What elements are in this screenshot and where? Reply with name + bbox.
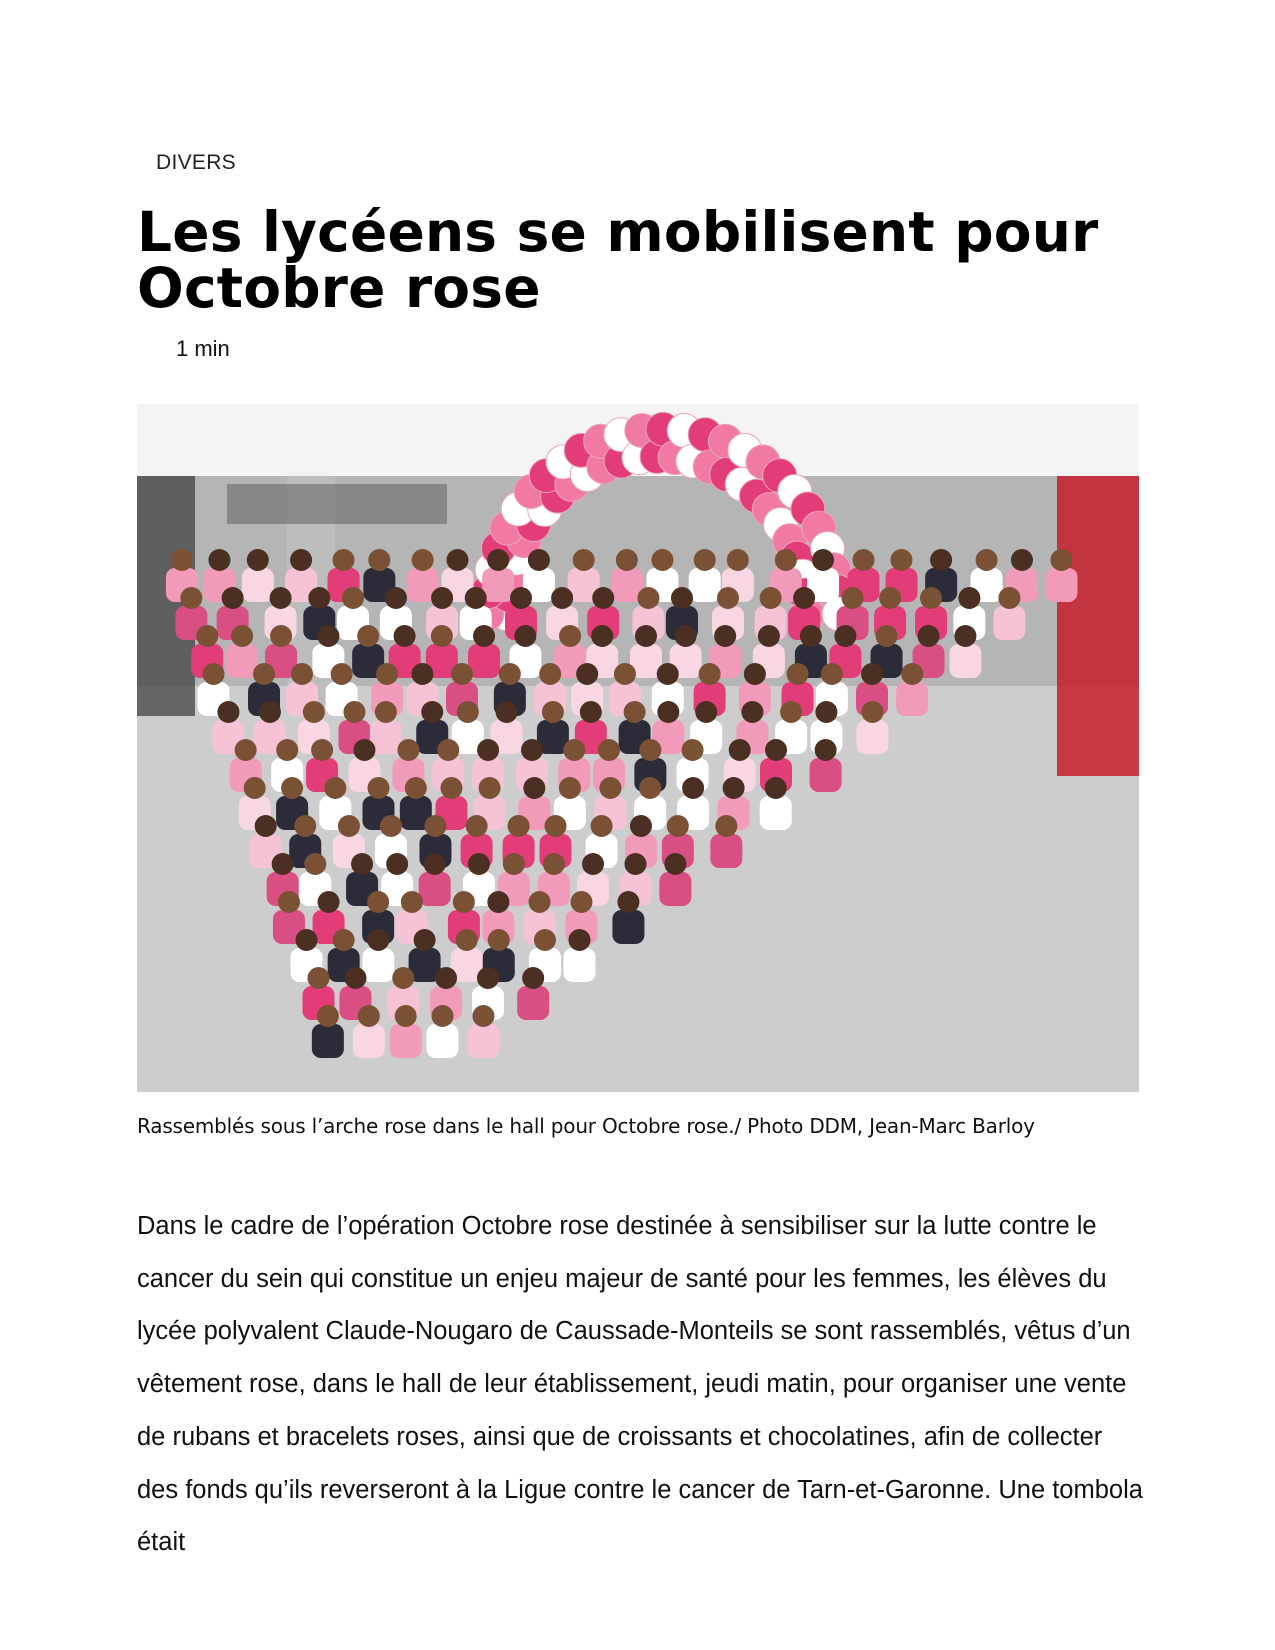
person-head [675, 625, 697, 647]
person-head [431, 625, 453, 647]
person-head [635, 625, 657, 647]
person-head [891, 549, 913, 571]
person-head [333, 929, 355, 951]
person-head [281, 777, 303, 799]
person-head [244, 777, 266, 799]
person-head [510, 587, 532, 609]
person-head [591, 815, 613, 837]
person-head [424, 815, 446, 837]
person-head [598, 739, 620, 761]
person-head [451, 663, 473, 685]
person-head [717, 587, 739, 609]
person-head [255, 815, 277, 837]
person-body [353, 1024, 385, 1058]
person-head [1051, 549, 1073, 571]
person-head [338, 815, 360, 837]
person-head [715, 815, 737, 837]
person-head [657, 701, 679, 723]
person-head [375, 701, 397, 723]
person-body [857, 720, 889, 754]
person-head [616, 549, 638, 571]
person-head [568, 929, 590, 951]
person-head [333, 549, 355, 571]
person-head [694, 549, 716, 571]
person-head [367, 777, 389, 799]
article-title: Les lycéens se mobilisent pour Octobre rose [137, 200, 1099, 320]
person-head [787, 663, 809, 685]
person-head [351, 853, 373, 875]
article-category: DIVERS [156, 151, 236, 174]
person-head [580, 701, 602, 723]
person-head [473, 625, 495, 647]
person-head [667, 815, 689, 837]
person-head [729, 739, 751, 761]
person-head [559, 777, 581, 799]
person-head [411, 663, 433, 685]
person-head [457, 701, 479, 723]
person-head [522, 967, 544, 989]
person-head [217, 701, 239, 723]
person-head [664, 853, 686, 875]
person-head [582, 853, 604, 875]
person-head [744, 663, 766, 685]
person-head [318, 891, 340, 913]
person-body [710, 834, 742, 868]
person-head [259, 701, 281, 723]
person-head [231, 625, 253, 647]
person-head [394, 625, 416, 647]
person-head [543, 853, 565, 875]
person-head [682, 777, 704, 799]
person-head [834, 625, 856, 647]
person-head [291, 663, 313, 685]
person-head [479, 777, 501, 799]
person-head [918, 625, 940, 647]
person-head [435, 967, 457, 989]
person-head [592, 587, 614, 609]
person-head [222, 587, 244, 609]
person-body [312, 1024, 344, 1058]
person-head [453, 891, 475, 913]
person-head [466, 815, 488, 837]
person-head [800, 625, 822, 647]
person-head [671, 587, 693, 609]
person-head [465, 587, 487, 609]
person-head [812, 549, 834, 571]
person-body [242, 568, 274, 602]
person-head [741, 701, 763, 723]
person-head [503, 853, 525, 875]
person-head [559, 625, 581, 647]
person-head [651, 549, 673, 571]
person-body [390, 1024, 422, 1058]
person-head [487, 891, 509, 913]
person-head [760, 587, 782, 609]
person-head [599, 777, 621, 799]
person-head [343, 701, 365, 723]
person-head [180, 587, 202, 609]
person-head [539, 663, 561, 685]
person-head [488, 929, 510, 951]
person-head [412, 549, 434, 571]
person-head [272, 853, 294, 875]
person-head [477, 739, 499, 761]
person-body [563, 948, 595, 982]
person-head [573, 549, 595, 571]
person-head [208, 549, 230, 571]
person-head [290, 549, 312, 571]
person-head [344, 967, 366, 989]
person-head [303, 701, 325, 723]
person-head [357, 625, 379, 647]
person-head [765, 739, 787, 761]
person-head [630, 815, 652, 837]
person-head [331, 663, 353, 685]
person-head [514, 625, 536, 647]
person-head [617, 891, 639, 913]
person-head [723, 777, 745, 799]
person-head [276, 739, 298, 761]
person-head [386, 853, 408, 875]
person-head [358, 1005, 380, 1027]
person-head [440, 777, 462, 799]
person-head [815, 701, 837, 723]
person-head [317, 1005, 339, 1027]
person-head [529, 891, 551, 913]
photo-caption: Rassemblés sous l’arche rose dans le hall pour Octobre rose./ Photo DDM, Jean-Marc Barloy [137, 1114, 1035, 1138]
person-body [612, 910, 644, 944]
person-head [424, 853, 446, 875]
person-body [810, 758, 842, 792]
person-head [508, 815, 530, 837]
article-body: Dans le cadre de l’opération Octobre rose destinée à sensibiliser sur la lutte contre le cancer du sein qui constitue un enjeu majeur de santé pour les femmes, les élèves du lycée polyvalent Claude-Nougaro de Caussade-Monteils se sont rassemblés, vêtus d’un vêtement rose, dans le hall de leur établissement, jeudi matin, pour organiser une vente de rubans et bracelets roses, ainsi que de croissants et chocolatines, afin de collecter des fonds qu’ils reverseront à la Ligue contre le cancer de Tarn-et-Garonne. Une tombola était [137, 1212, 1143, 1557]
person-head [591, 625, 613, 647]
person-head [657, 663, 679, 685]
person-head [998, 587, 1020, 609]
person-head [976, 549, 998, 571]
person-head [499, 663, 521, 685]
person-head [353, 739, 375, 761]
person-head [270, 625, 292, 647]
person-head [385, 587, 407, 609]
person-head [528, 549, 550, 571]
person-body [949, 644, 981, 678]
person-head [523, 777, 545, 799]
group-photo-illustration [137, 404, 1139, 1092]
person-head [765, 777, 787, 799]
read-time: 1 min [176, 336, 230, 361]
person-head [405, 777, 427, 799]
person-head [368, 549, 390, 571]
article-photo [137, 404, 1139, 1092]
person-head [397, 739, 419, 761]
person-head [775, 549, 797, 571]
person-head [793, 587, 815, 609]
person-head [308, 587, 330, 609]
floor-mat [227, 484, 447, 524]
person-head [367, 929, 389, 951]
person-head [842, 587, 864, 609]
person-body [1046, 568, 1078, 602]
person-head [682, 739, 704, 761]
person-head [342, 587, 364, 609]
person-head [639, 777, 661, 799]
person-head [472, 1005, 494, 1027]
person-head [862, 701, 884, 723]
person-head [758, 625, 780, 647]
person-body [993, 606, 1025, 640]
person-body [362, 948, 394, 982]
person-head [295, 929, 317, 951]
person-head [477, 967, 499, 989]
person-body [482, 568, 514, 602]
person-head [294, 815, 316, 837]
person-head [278, 891, 300, 913]
person-head [431, 587, 453, 609]
person-head [639, 739, 661, 761]
person-head [307, 967, 329, 989]
person-body [689, 568, 721, 602]
person-head [570, 891, 592, 913]
person-head [421, 701, 443, 723]
person-head [624, 701, 646, 723]
person-head [930, 549, 952, 571]
person-head [727, 549, 749, 571]
person-head [1011, 549, 1033, 571]
person-body [467, 1024, 499, 1058]
person-head [317, 625, 339, 647]
person-head [304, 853, 326, 875]
person-head [879, 587, 901, 609]
person-head [431, 1005, 453, 1027]
person-head [401, 891, 423, 913]
person-head [253, 663, 275, 685]
person-head [395, 1005, 417, 1027]
person-head [437, 739, 459, 761]
person-body [659, 872, 691, 906]
person-head [576, 663, 598, 685]
person-head [196, 625, 218, 647]
person-head [624, 853, 646, 875]
person-head [456, 929, 478, 951]
person-head [876, 625, 898, 647]
person-head [901, 663, 923, 685]
person-head [496, 701, 518, 723]
person-head [311, 739, 333, 761]
person-head [780, 701, 802, 723]
person-head [414, 929, 436, 951]
person-head [815, 739, 837, 761]
person-head [468, 853, 490, 875]
person-head [714, 625, 736, 647]
person-body [896, 682, 928, 716]
person-head [270, 587, 292, 609]
person-head [861, 663, 883, 685]
person-head [376, 663, 398, 685]
person-head [447, 549, 469, 571]
person-head [392, 967, 414, 989]
person-head [958, 587, 980, 609]
red-wall [1057, 476, 1139, 776]
person-body [760, 796, 792, 830]
person-head [367, 891, 389, 913]
person-body [426, 1024, 458, 1058]
person-head [542, 701, 564, 723]
person-head [380, 815, 402, 837]
person-head [324, 777, 346, 799]
person-head [551, 587, 573, 609]
person-head [235, 739, 257, 761]
person-head [954, 625, 976, 647]
person-body [517, 986, 549, 1020]
person-head [534, 929, 556, 951]
person-head [247, 549, 269, 571]
person-head [637, 587, 659, 609]
person-head [171, 549, 193, 571]
person-head [853, 549, 875, 571]
person-head [545, 815, 567, 837]
person-head [521, 739, 543, 761]
person-body [419, 872, 451, 906]
person-head [487, 549, 509, 571]
person-head [821, 663, 843, 685]
person-head [203, 663, 225, 685]
person-head [699, 663, 721, 685]
person-head [920, 587, 942, 609]
person-head [563, 739, 585, 761]
person-head [614, 663, 636, 685]
person-head [695, 701, 717, 723]
